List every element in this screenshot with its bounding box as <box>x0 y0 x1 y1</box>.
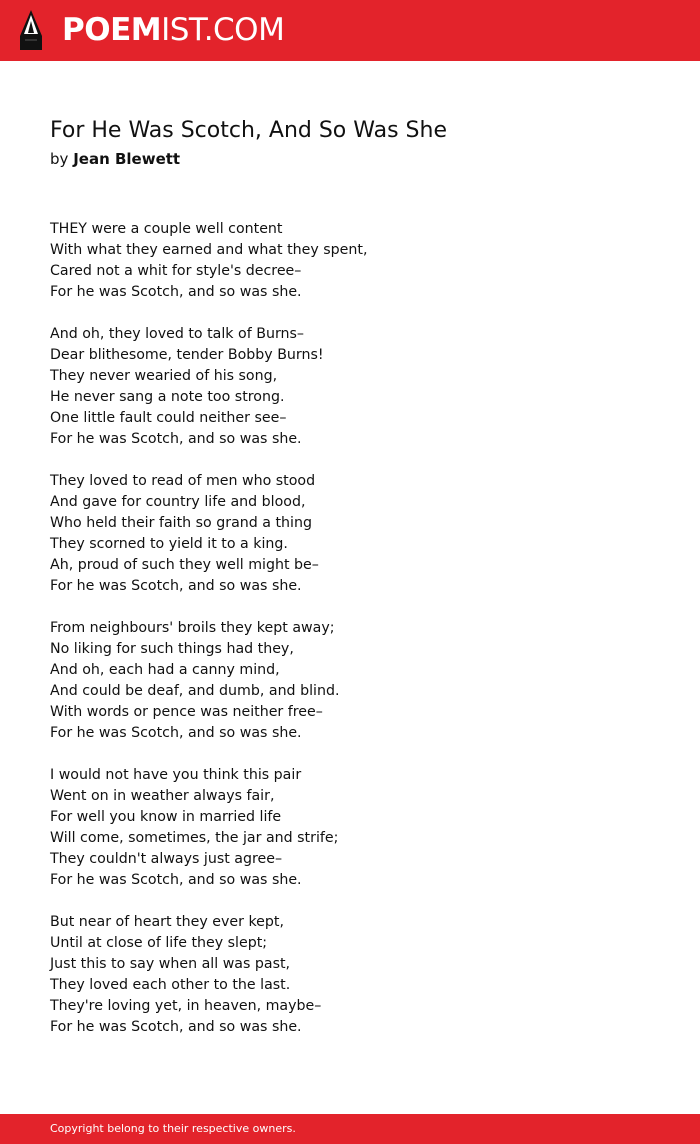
poem-title: For He Was Scotch, And So Was She <box>50 118 447 143</box>
poem-line: But near of heart they ever kept, <box>50 914 284 930</box>
poem-line: THEY were a couple well content <box>50 221 283 237</box>
poem-line: Just this to say when all was past, <box>50 956 291 972</box>
poem-stanza <box>50 618 650 744</box>
poem-line: Ah, proud of such they well might be– <box>50 557 319 573</box>
poem-line: They scorned to yield it to a king. <box>50 536 288 552</box>
poem-line: One little fault could neither see– <box>50 410 287 426</box>
site-footer <box>0 1114 700 1144</box>
poem-line: With words or pence was neither free– <box>50 704 323 720</box>
copyright-notice: Copyright belong to their respective owners. <box>50 1122 296 1135</box>
poem-line: They never wearied of his song, <box>50 368 278 384</box>
poem-line: Until at close of life they slept; <box>50 935 268 951</box>
poem-line: For he was Scotch, and so was she. <box>50 725 302 741</box>
poem-line: No liking for such things had they, <box>50 641 294 657</box>
poem-stanza <box>50 324 650 450</box>
site-header <box>0 0 700 61</box>
poem-body <box>50 219 650 1059</box>
poem-stanza <box>50 912 650 1038</box>
poem-line: They loved to read of men who stood <box>50 473 316 489</box>
poem-line: Will come, sometimes, the jar and strife; <box>50 830 339 846</box>
byline-prefix: by <box>50 150 69 168</box>
poem-line: For he was Scotch, and so was she. <box>50 1019 302 1035</box>
poem-line: With what they earned and what they spent, <box>50 242 368 258</box>
poem-line: And oh, they loved to talk of Burns– <box>50 326 305 342</box>
poem-line: For he was Scotch, and so was she. <box>50 284 302 300</box>
poem-line: They couldn't always just agree– <box>50 851 283 867</box>
poem-author: Jean Blewett <box>73 150 181 168</box>
site-logo[interactable] <box>62 11 284 49</box>
poem-line: Dear blithesome, tender Bobby Burns! <box>50 347 324 363</box>
poem-line: They're loving yet, in heaven, maybe– <box>50 998 322 1014</box>
poem-byline <box>50 148 180 170</box>
poem-line: And oh, each had a canny mind, <box>50 662 280 678</box>
poem-stanza <box>50 219 650 303</box>
poem-line: For well you know in married life <box>50 809 282 825</box>
poem-line: I would not have you think this pair <box>50 767 302 783</box>
poem-line: And gave for country life and blood, <box>50 494 306 510</box>
poem-line: Went on in weather always fair, <box>50 788 275 804</box>
poem-line: Who held their faith so grand a thing <box>50 515 312 531</box>
poem-line: For he was Scotch, and so was she. <box>50 431 302 447</box>
logo-light-text: IST.COM <box>161 12 285 48</box>
poem-line: And could be deaf, and dumb, and blind. <box>50 683 340 699</box>
poem-line: He never sang a note too strong. <box>50 389 285 405</box>
pen-nib-icon <box>18 9 44 51</box>
logo-bold-text: POEM <box>62 12 162 48</box>
poem-stanza <box>50 471 650 597</box>
poem-line: For he was Scotch, and so was she. <box>50 578 302 594</box>
poem-line: For he was Scotch, and so was she. <box>50 872 302 888</box>
poem-line: Cared not a whit for style's decree– <box>50 263 302 279</box>
poem-line: From neighbours' broils they kept away; <box>50 620 335 636</box>
poem-stanza <box>50 765 650 891</box>
poem-line: They loved each other to the last. <box>50 977 291 993</box>
